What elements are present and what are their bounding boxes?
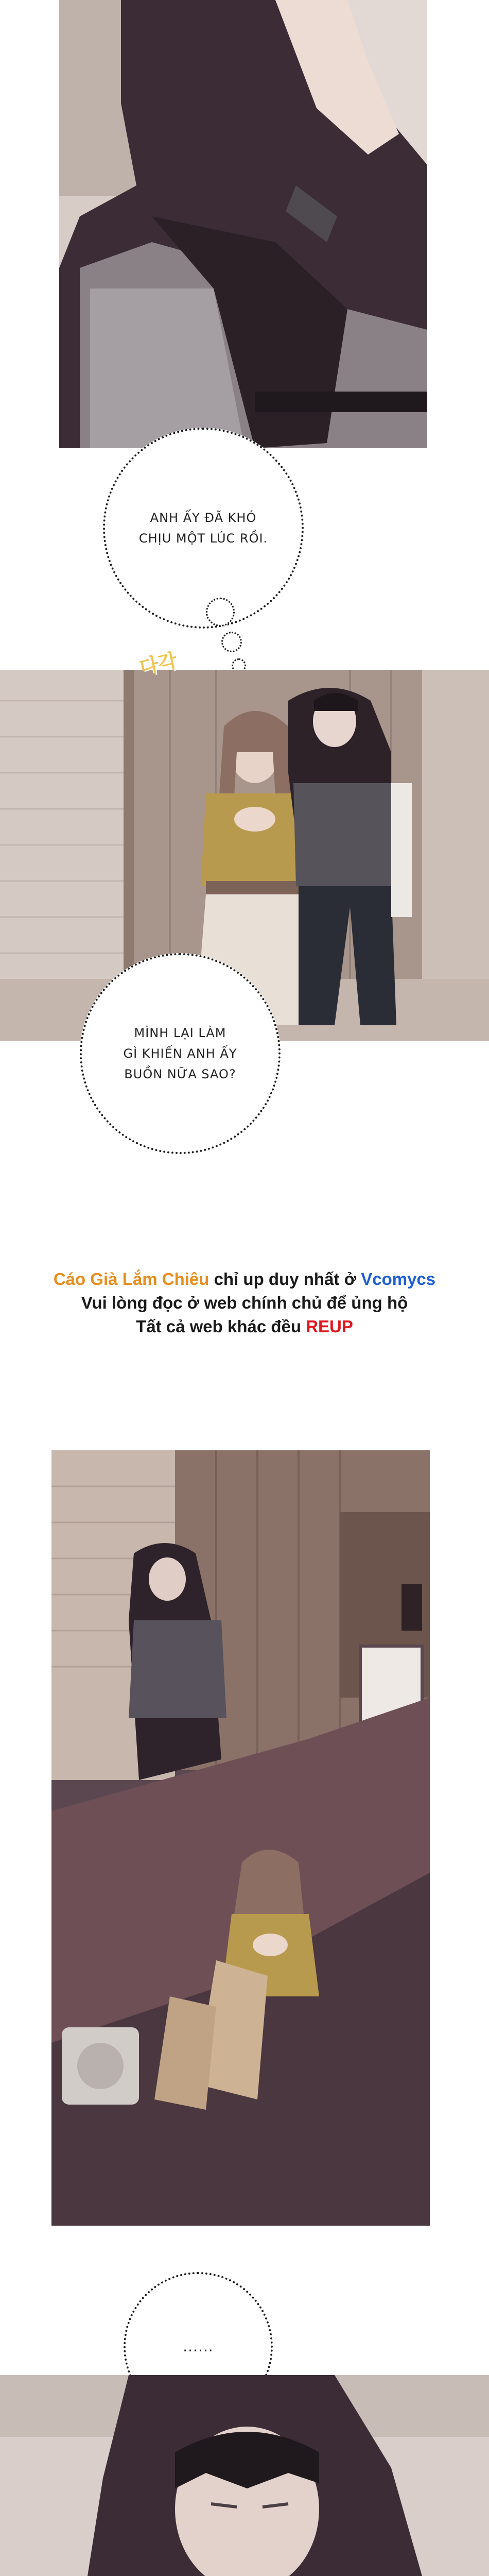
speech-bubble-2 [80, 953, 281, 1154]
panel-man-closeup [0, 2375, 489, 2576]
credit-line-1 [0, 1268, 489, 1290]
credit-title: Cáo Già Lắm Chiêu [53, 1269, 209, 1289]
panel-man-closeup-art [0, 2375, 489, 2576]
credit-line-3-pre: Tất cả web khác đều [136, 1317, 306, 1336]
panel-shop-counter [51, 1450, 430, 2226]
sound-effect-step: 다각 [137, 649, 179, 680]
speech-bubble-1-text: ANH ẤY ĐÃ KHÓ CHỊU MỘT LÚC RỒI. [138, 511, 268, 546]
panel-shop-counter-art [51, 1450, 430, 2226]
credit-reup: REUP [306, 1317, 353, 1336]
thought-dot-medium [221, 632, 242, 652]
credit-line-2: Vui lòng đọc ở web chính chủ để ủng hộ [81, 1293, 408, 1312]
credit-line-3 [0, 1316, 489, 1337]
panel-hooded-closeup-art [59, 0, 427, 448]
speech-bubble-3-text: ...... [183, 2338, 214, 2355]
speech-bubble-2-text: MÌNH LẠI LÀM GÌ KHIẾN ANH ẤY BUỒN NỮA SAO? [123, 1026, 237, 1081]
speech-bubble-1 [103, 428, 304, 629]
credit-mid: chỉ up duy nhất ở [209, 1269, 361, 1289]
panel-hooded-closeup [59, 0, 427, 448]
credit-site-link[interactable]: Vcomycs [361, 1269, 436, 1289]
thought-dot-large [206, 598, 235, 626]
